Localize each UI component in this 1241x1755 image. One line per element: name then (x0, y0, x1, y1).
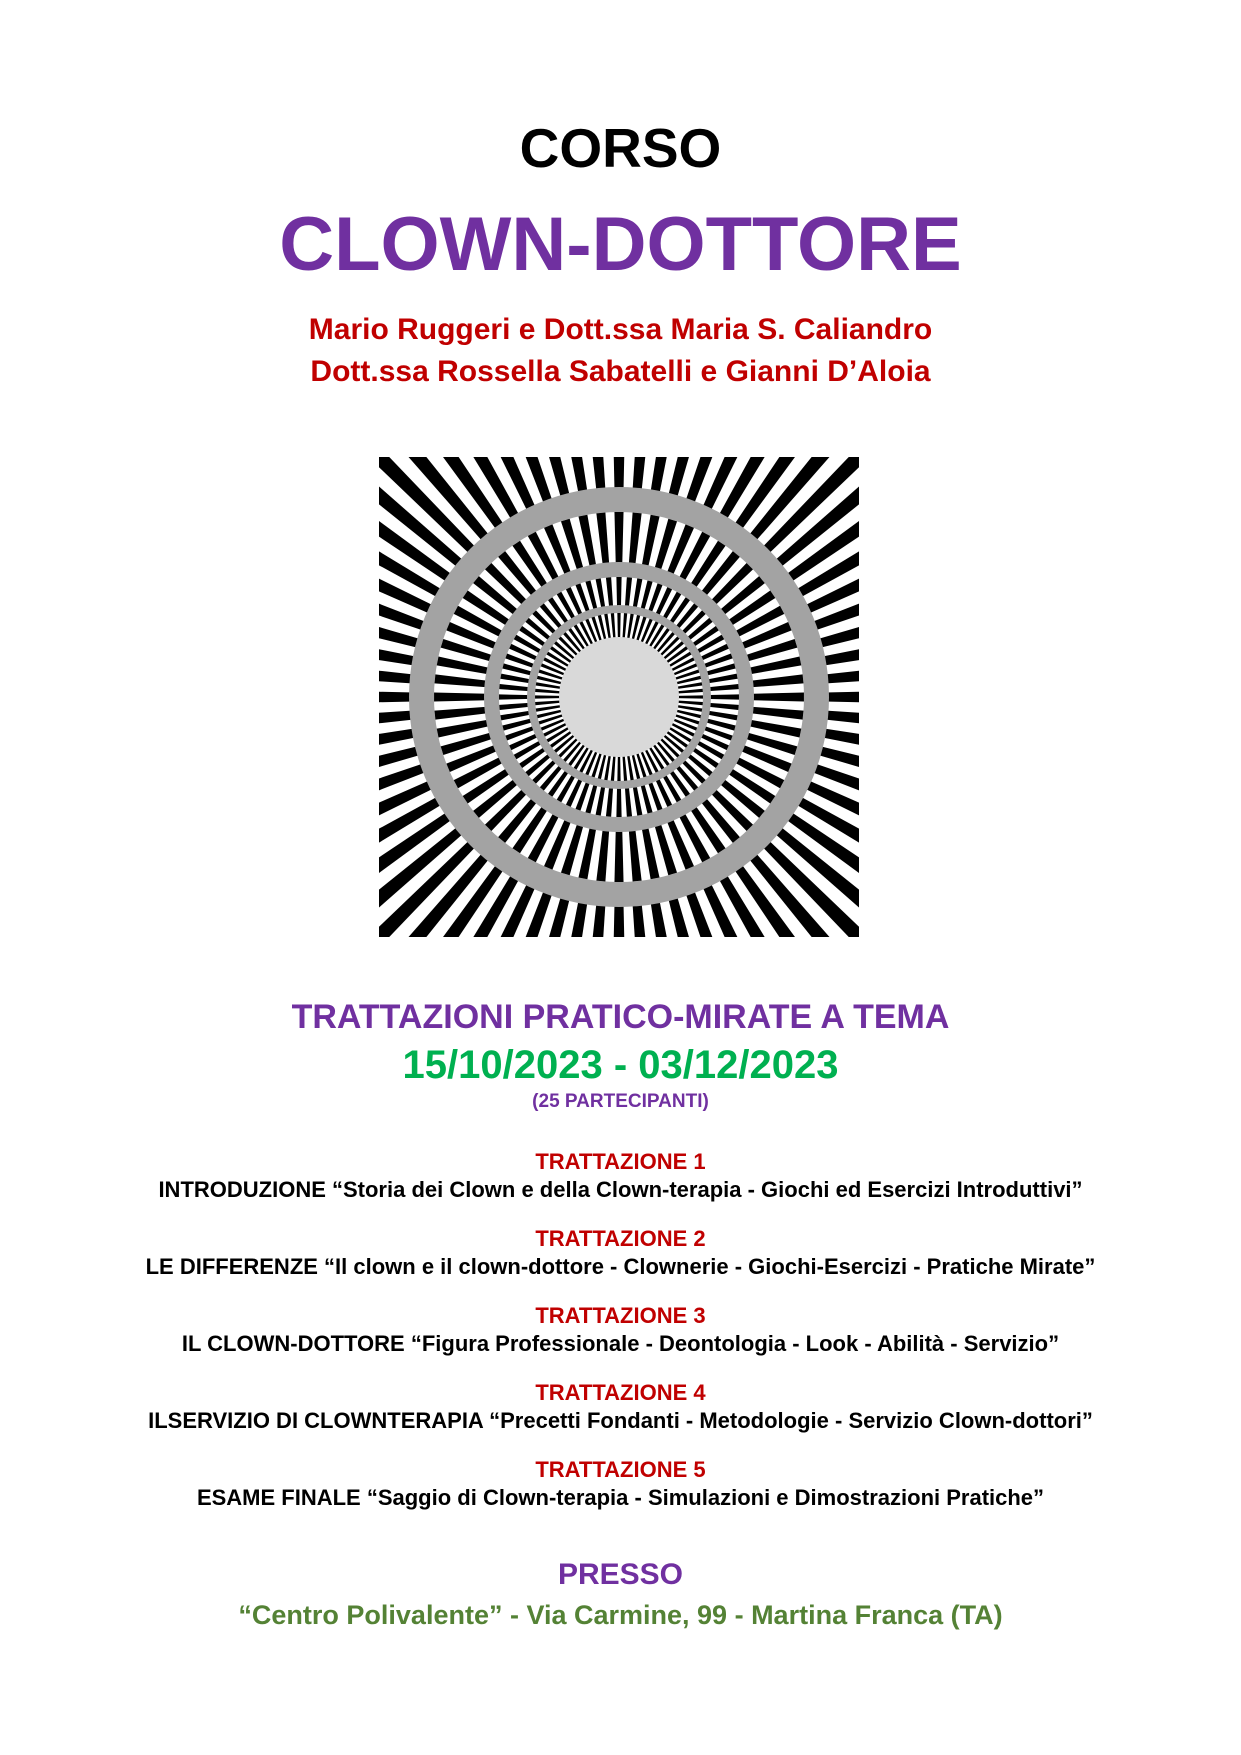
topic-item (0, 1148, 1241, 1225)
topics-list (0, 1148, 1241, 1533)
topic-item (0, 1379, 1241, 1456)
topic-description: IL CLOWN-DOTTORE “Figura Professionale - Deontologia - Look - Abilità - Servizio” (181, 1331, 1060, 1356)
center-disc (559, 637, 679, 757)
page-title: CLOWN-DOTTORE (279, 202, 962, 287)
topic-item (0, 1302, 1241, 1379)
topic-item (0, 1225, 1241, 1302)
course-subtitle: TRATTAZIONI PRATICO-MIRATE A TEMA (291, 998, 950, 1036)
authors-line-2: Dott.ssa Rossella Sabatelli e Gianni D’Aloia (310, 355, 931, 388)
topic-heading: TRATTAZIONE 2 (535, 1226, 706, 1251)
topic-heading: TRATTAZIONE 5 (535, 1457, 706, 1482)
radial-sunburst-illustration (379, 457, 859, 937)
authors-line-1: Mario Ruggeri e Dott.ssa Maria S. Caliandro (308, 313, 933, 346)
topic-description: INTRODUZIONE “Storia dei Clown e della Clown-terapia - Giochi ed Esercizi Introduttivi” (158, 1177, 1083, 1202)
course-label: CORSO (519, 117, 722, 179)
participants-count: (25 PARTECIPANTI) (532, 1091, 709, 1112)
location-label: PRESSO (557, 1558, 684, 1591)
topic-description: LE DIFFERENZE “Il clown e il clown-dottore - Clownerie - Giochi-Esercizi - Pratiche Mirate” (145, 1254, 1096, 1279)
topic-description: ESAME FINALE “Saggio di Clown-terapia - Simulazioni e Dimostrazioni Pratiche” (196, 1485, 1045, 1510)
topic-item (0, 1456, 1241, 1533)
course-dates: 15/10/2023 - 03/12/2023 (402, 1043, 839, 1087)
topic-heading: TRATTAZIONE 1 (535, 1149, 706, 1174)
topic-description: ILSERVIZIO DI CLOWNTERAPIA “Precetti Fondanti - Metodologie - Servizio Clown-dottori” (148, 1408, 1093, 1433)
venue-address: “Centro Polivalente” - Via Carmine, 99 - Martina Franca (TA) (238, 1600, 1003, 1630)
topic-heading: TRATTAZIONE 3 (535, 1303, 706, 1328)
topic-heading: TRATTAZIONE 4 (535, 1380, 706, 1405)
